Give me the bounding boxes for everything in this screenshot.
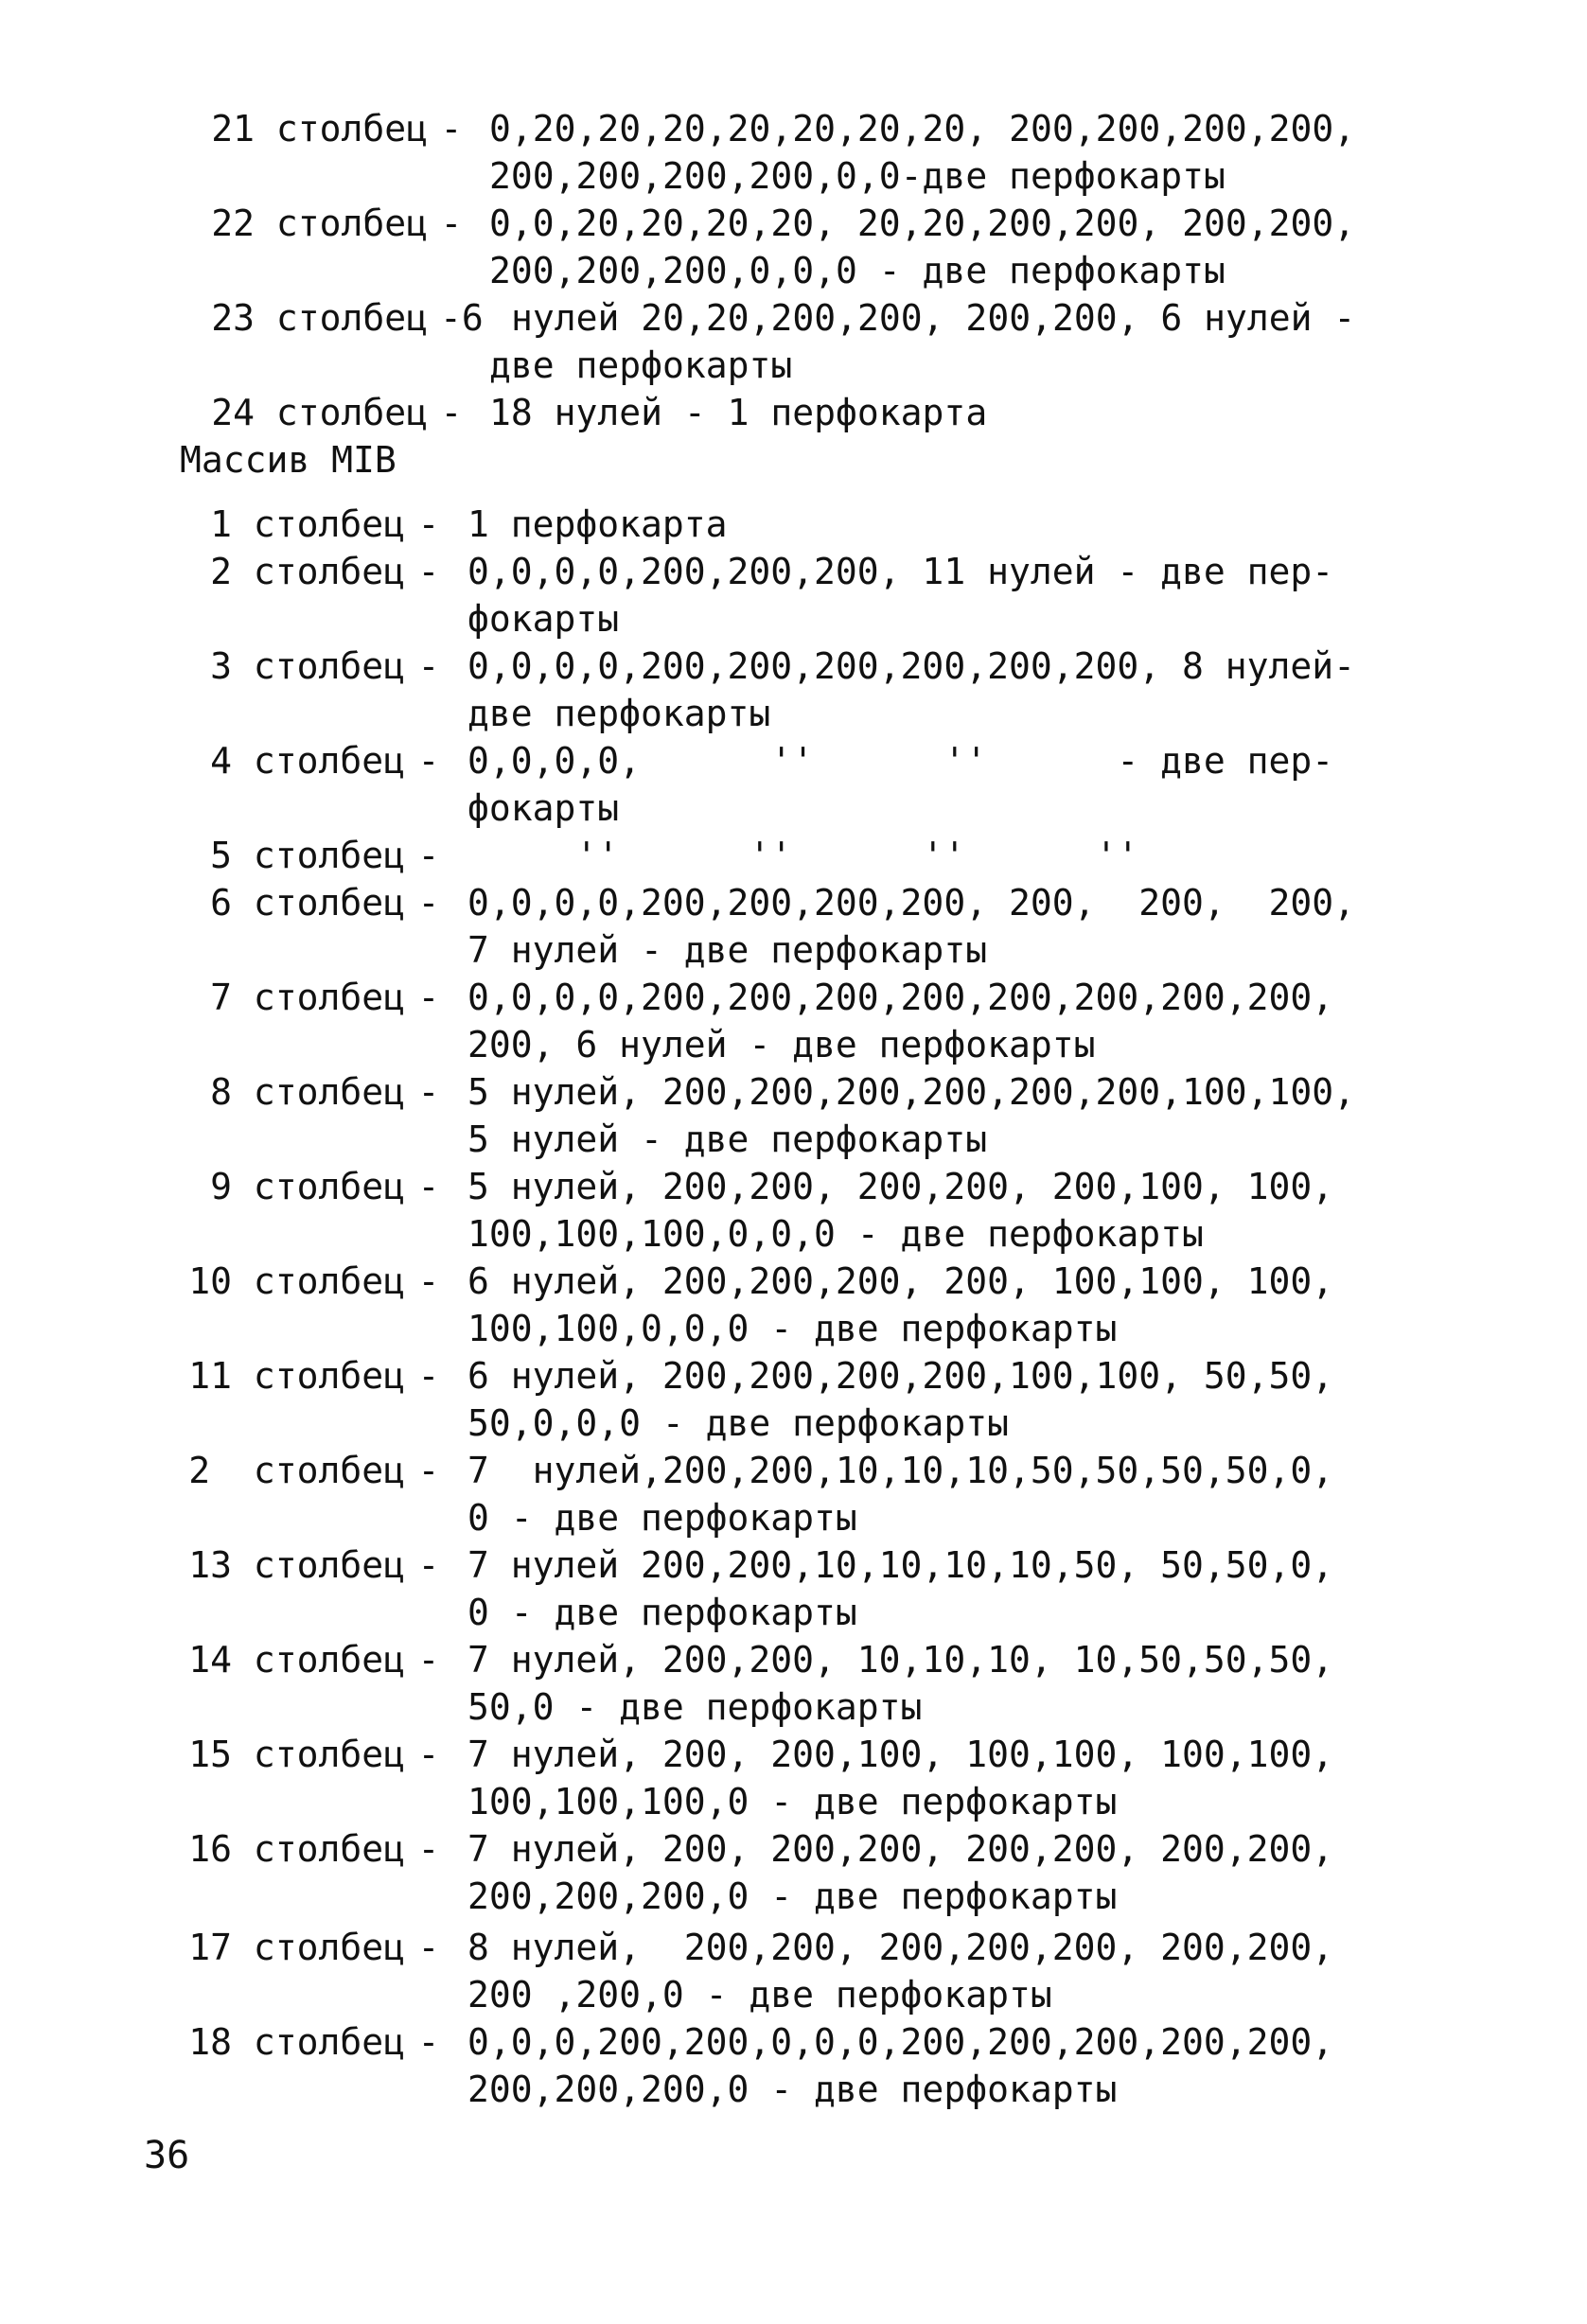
column-label: 22 столбец: [211, 202, 428, 244]
values-line: 200 ,200,0 - две перфокарты: [467, 1974, 1052, 2016]
column-label: 2 столбец: [210, 551, 405, 592]
column-entry: [0, 1446, 1587, 1495]
values-line: 18 нулей - 1 перфокарта: [489, 392, 988, 433]
values-line: 7 нулей, 200, 200,200, 200,200, 200,200,: [467, 1828, 1334, 1870]
dash: -: [417, 645, 440, 687]
values-line: 7 нулей, 200, 200,100, 100,100, 100,100,: [467, 1734, 1334, 1775]
values-line: 8 нулей, 200,200, 200,200,200, 200,200,: [467, 1927, 1334, 1968]
column-entry: [0, 2017, 1587, 2067]
column-entry-cont: [0, 1115, 1587, 1164]
column-label: 10 столбец: [188, 1260, 405, 1302]
dash: -: [417, 1260, 440, 1302]
column-entry: [0, 1824, 1587, 1874]
values-line: '' '' '' '': [467, 835, 1139, 876]
column-entry: [0, 500, 1587, 549]
column-label: 9 столбец: [210, 1166, 405, 1207]
values-line: 0,20,20,20,20,20,20,20, 200,200,200,200,: [489, 108, 1356, 150]
column-entry: [0, 1541, 1587, 1590]
column-entry: [0, 547, 1587, 596]
column-label: 18 столбец: [188, 2021, 405, 2063]
column-label: 15 столбец: [188, 1734, 405, 1775]
dash: -: [417, 1734, 440, 1775]
column-entry: [0, 1162, 1587, 1211]
column-label: 21 столбец: [211, 108, 428, 150]
dash: -: [417, 2021, 440, 2063]
column-entry: [0, 878, 1587, 927]
column-label: 13 столбец: [188, 1544, 405, 1586]
array-heading: Массив MIB: [180, 439, 397, 481]
column-label: 14 столбец: [188, 1639, 405, 1681]
values-line: 200,200,200,0 - две перфокарты: [467, 2069, 1118, 2110]
column-label: 1 столбец: [210, 503, 405, 545]
column-entry: [0, 642, 1587, 691]
column-entry: [0, 388, 1587, 437]
column-entry-cont: [0, 1588, 1587, 1637]
values-line: две перфокарты: [467, 693, 771, 734]
column-label: 17 столбец: [188, 1927, 405, 1968]
dash: -: [417, 1927, 440, 1968]
column-entry-cont: [0, 1209, 1587, 1259]
values-line: 200,200,200,200,0,0-две перфокарты: [489, 155, 1226, 197]
column-entry-cont: [0, 689, 1587, 738]
values-line: 200,200,200,0,0,0 - две перфокарты: [489, 250, 1226, 291]
dash: -: [440, 108, 463, 150]
column-label: 2 столбец: [188, 1450, 405, 1491]
column-entry: [0, 1351, 1587, 1400]
column-entry: [0, 1067, 1587, 1117]
heading-row: [0, 435, 1587, 484]
values-line: 0,0,0,0, '' '' - две пер-: [467, 740, 1334, 782]
column-entry: [0, 973, 1587, 1022]
dash: -: [417, 1544, 440, 1586]
values-line: 0 - две перфокарты: [467, 1592, 857, 1633]
column-label: 4 столбец: [210, 740, 405, 782]
column-entry: [0, 293, 1587, 343]
values-line: 6 нулей, 200,200,200,200,100,100, 50,50,: [467, 1355, 1334, 1397]
column-entry-cont: [0, 341, 1587, 390]
column-label: 24 столбец: [211, 392, 428, 433]
dash: -: [440, 202, 463, 244]
column-entry-cont: [0, 1020, 1587, 1069]
column-label: 8 столбец: [210, 1071, 405, 1113]
dash: -: [417, 1450, 440, 1491]
dash: -6: [440, 297, 484, 339]
values-line: 0,0,0,0,200,200,200,200, 200, 200, 200,: [467, 882, 1355, 924]
dash: -: [417, 1355, 440, 1397]
page-number: 36: [144, 2134, 190, 2177]
values-line: 0 - две перфокарты: [467, 1497, 857, 1539]
values-line: 7 нулей 200,200,10,10,10,10,50, 50,50,0,: [467, 1544, 1334, 1586]
column-label: 23 столбец: [211, 297, 428, 339]
values-line: 200, 6 нулей - две перфокарты: [467, 1024, 1096, 1065]
values-line: 50,0 - две перфокарты: [467, 1686, 923, 1728]
dash: -: [417, 551, 440, 592]
values-line: 6 нулей, 200,200,200, 200, 100,100, 100,: [467, 1260, 1334, 1302]
values-line: 0,0,0,0,200,200,200,200,200,200, 8 нулей-: [467, 645, 1355, 687]
column-entry-cont: [0, 151, 1587, 201]
values-line: 0,0,20,20,20,20, 20,20,200,200, 200,200,: [489, 202, 1356, 244]
column-entry-cont: [0, 1399, 1587, 1448]
column-entry: [0, 1635, 1587, 1684]
values-line: 7 нулей, 200,200, 10,10,10, 10,50,50,50,: [467, 1639, 1334, 1681]
column-entry-cont: [0, 1777, 1587, 1826]
values-line: 0,0,0,0,200,200,200,200,200,200,200,200,: [467, 977, 1334, 1018]
dash: -: [417, 503, 440, 545]
values-line: 100,100,0,0,0 - две перфокарты: [467, 1308, 1118, 1349]
values-line: 100,100,100,0,0,0 - две перфокарты: [467, 1213, 1204, 1255]
column-entry-cont: [0, 1493, 1587, 1542]
dash: -: [417, 740, 440, 782]
values-line: 5 нулей - две перфокарты: [467, 1118, 988, 1160]
values-line: фокарты: [467, 787, 620, 829]
values-line: две перфокарты: [489, 344, 793, 386]
column-entry-cont: [0, 1304, 1587, 1353]
column-entry-cont: [0, 594, 1587, 643]
dash: -: [417, 1166, 440, 1207]
column-entry-cont: [0, 246, 1587, 295]
column-entry: [0, 104, 1587, 153]
values-line: 50,0,0,0 - две перфокарты: [467, 1402, 1009, 1444]
column-entry-cont: [0, 925, 1587, 975]
values-line: 5 нулей, 200,200,200,200,200,200,100,100,: [467, 1071, 1355, 1113]
column-entry-cont: [0, 1970, 1587, 2019]
column-entry: [0, 1257, 1587, 1306]
values-line: 1 перфокарта: [467, 503, 728, 545]
column-entry: [0, 199, 1587, 248]
values-line: 5 нулей, 200,200, 200,200, 200,100, 100,: [467, 1166, 1334, 1207]
column-entry: [0, 736, 1587, 785]
values-line: 0,0,0,200,200,0,0,0,200,200,200,200,200,: [467, 2021, 1334, 2063]
column-entry: [0, 1923, 1587, 1972]
dash: -: [417, 977, 440, 1018]
values-line: 0,0,0,0,200,200,200, 11 нулей - две пер-: [467, 551, 1334, 592]
values-line: 200,200,200,0 - две перфокарты: [467, 1875, 1118, 1917]
column-label: 5 столбец: [210, 835, 405, 876]
dash: -: [417, 1071, 440, 1113]
column-label: 7 столбец: [210, 977, 405, 1018]
column-label: 6 столбец: [210, 882, 405, 924]
values-line: нулей 20,20,200,200, 200,200, 6 нулей -: [511, 297, 1356, 339]
values-line: 7 нулей - две перфокарты: [467, 929, 988, 971]
column-entry: [0, 1730, 1587, 1779]
column-entry: [0, 831, 1587, 880]
dash: -: [440, 392, 463, 433]
values-line: 7 нулей,200,200,10,10,10,50,50,50,50,0,: [467, 1450, 1334, 1491]
dash: -: [417, 835, 440, 876]
column-entry-cont: [0, 783, 1587, 833]
column-entry-cont: [0, 1872, 1587, 1921]
column-label: 11 столбец: [188, 1355, 405, 1397]
column-entry-cont: [0, 2065, 1587, 2114]
dash: -: [417, 1828, 440, 1870]
dash: -: [417, 1639, 440, 1681]
column-entry-cont: [0, 1682, 1587, 1732]
column-label: 16 столбец: [188, 1828, 405, 1870]
dash: -: [417, 882, 440, 924]
column-label: 3 столбец: [210, 645, 405, 687]
values-line: 100,100,100,0 - две перфокарты: [467, 1781, 1118, 1822]
values-line: фокарты: [467, 598, 620, 640]
